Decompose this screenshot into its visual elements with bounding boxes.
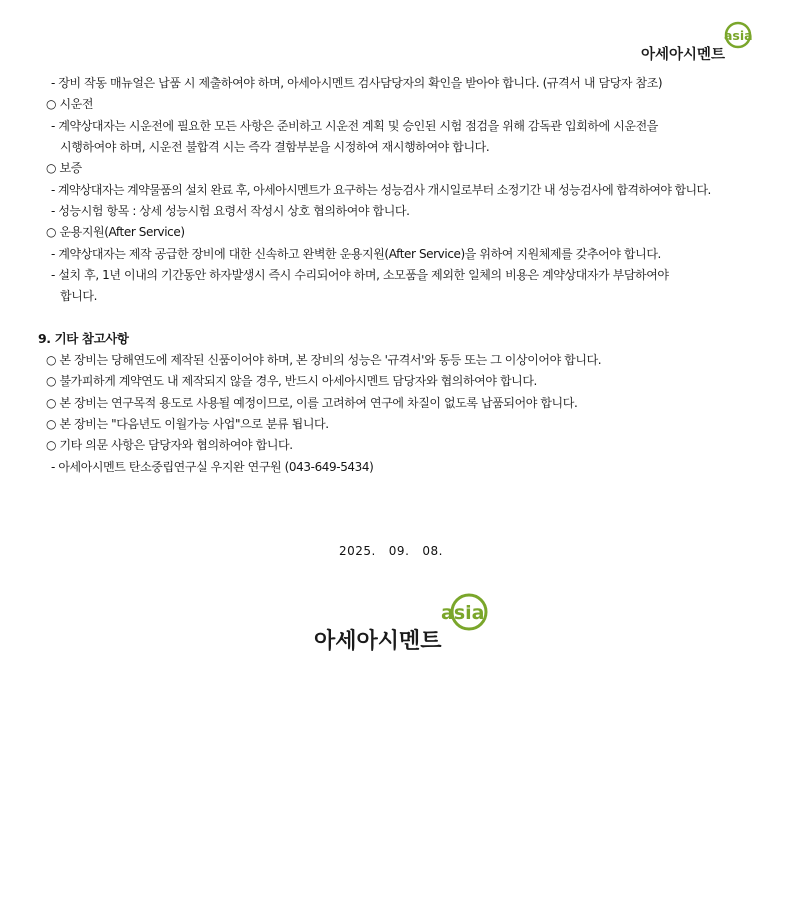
commissioning-line-1: - 계약상대자는 시운전에 필요한 모든 사항은 준비하고 시운전 계획 및 승인된 시험 점검을 위해 감독관 입회하에 시운전을 xyxy=(51,119,658,133)
section-9-heading: 9. 기타 참고사항 xyxy=(38,331,129,346)
after-service-line-2: - 설치 후, 1년 이내의 기간동안 하자발생시 즉시 수리되어야 하며, 소모품을 제외한 일체의 비용은 계약상대자가 부담하여야 xyxy=(51,268,669,282)
footer-logo xyxy=(312,590,492,656)
warranty-line-2: - 성능시험 항목 : 상세 성능시험 요령서 작성시 상호 협의하여야 합니다. xyxy=(51,204,410,218)
section-9-item-inquiries: ○ 기타 의문 사항은 담당자와 협의하여야 합니다. xyxy=(46,438,293,452)
logo-english-text: asia xyxy=(441,602,485,624)
after-service-heading: ○ 운용지원(After Service) xyxy=(46,225,185,239)
manual-submission-line: - 장비 작동 매뉴얼은 납품 시 제출하여야 하며, 아세아시멘트 검사담당자의 확인을 받아야 합니다. (규격서 내 담당자 참조) xyxy=(51,76,663,90)
document-date: 2025. 09. 08. xyxy=(339,544,443,558)
logo-korean-text: 아세아시멘트 xyxy=(314,629,442,654)
section-9-item-carryover: ○ 본 장비는 "다음년도 이월가능 사업"으로 분류 됩니다. xyxy=(46,417,329,431)
section-9-item-new-equipment: ○ 본 장비는 당해연도에 제작된 신품이어야 하며, 본 장비의 성능은 '규격서'와 동등 또는 그 이상이어야 합니다. xyxy=(46,353,602,367)
after-service-line-1: - 계약상대자는 제작 공급한 장비에 대한 신속하고 완벽한 운용지원(After Service)을 위하여 지원체제를 갖추어야 합니다. xyxy=(51,247,661,261)
warranty-line-1: - 계약상대자는 계약물품의 설치 완료 후, 아세아시멘트가 요구하는 성능검사 개시일로부터 소정기간 내 성능검사에 합격하여야 합니다. xyxy=(51,183,711,197)
logo-korean-text: 아세아시멘트 xyxy=(641,47,726,63)
section-9-item-research-purpose: ○ 본 장비는 연구목적 용도로 사용될 예정이므로, 이를 고려하여 연구에 차질이 없도록 납품되어야 합니다. xyxy=(46,396,578,410)
warranty-heading: ○ 보증 xyxy=(46,161,82,175)
contact-line: - 아세아시멘트 탄소중립연구실 우지완 연구원 (043-649-5434) xyxy=(51,460,374,474)
commissioning-heading: ○ 시운전 xyxy=(46,97,94,111)
header-logo xyxy=(640,20,755,64)
logo-english-text: asia xyxy=(724,28,753,43)
section-9-item-contract-year: ○ 불가피하게 계약연도 내 제작되지 않을 경우, 반드시 아세아시멘트 담당자와 협의하여야 합니다. xyxy=(46,374,537,388)
after-service-line-3: 합니다. xyxy=(60,289,97,303)
commissioning-line-2: 시행하여야 하며, 시운전 불합격 시는 즉각 결함부분을 시정하여 재시행하여야 합니다. xyxy=(60,140,490,154)
